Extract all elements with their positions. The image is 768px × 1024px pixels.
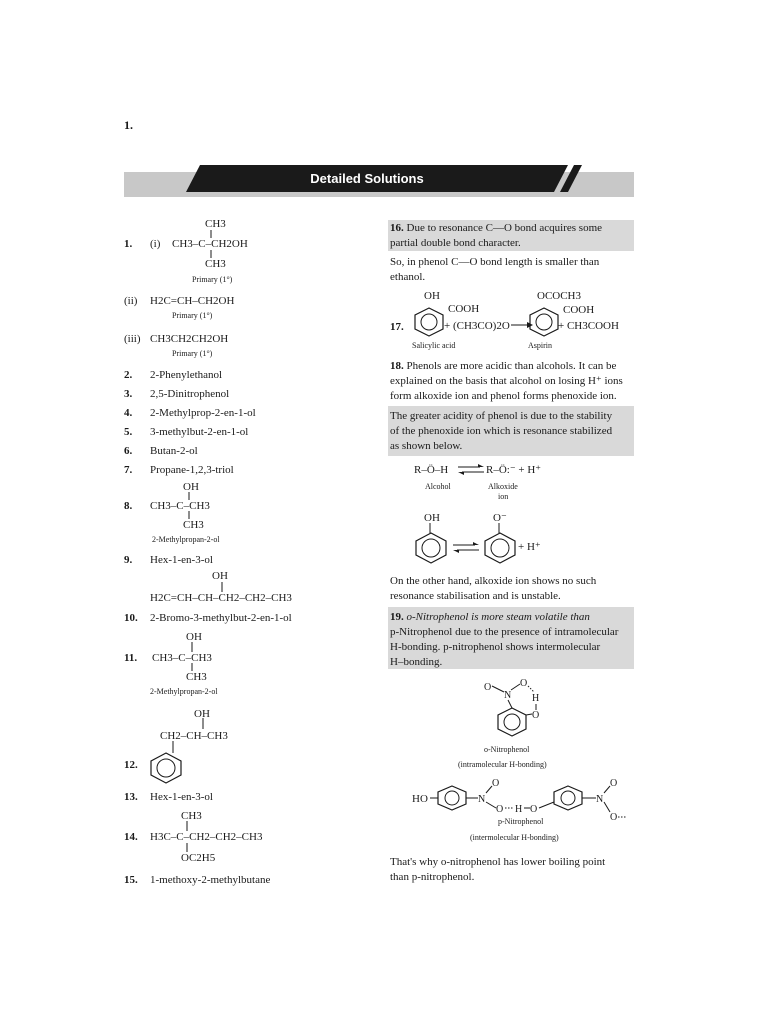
formula-note: Salicylic acid: [412, 341, 456, 350]
banner-title: Detailed Solutions: [310, 171, 424, 186]
solution-text: 2-Bromo-3-methylbut-2-en-1-ol: [150, 612, 292, 624]
solution-number: 13.: [124, 791, 138, 803]
svg-text:O: O: [530, 804, 538, 815]
formula-label: OCOCH3: [537, 290, 582, 302]
page-number: 1.: [124, 118, 133, 132]
formula-bottom: CH3: [183, 519, 204, 531]
formula-label: O⁻: [493, 512, 507, 524]
formula-note: Alkoxide: [488, 482, 518, 491]
formula-label: OH: [424, 290, 440, 302]
formula-top: CH3: [181, 810, 202, 822]
equilibrium-arrow-icon: [453, 541, 479, 555]
solution-text: Butan-2-ol: [150, 445, 198, 457]
formula-note: Aspirin: [528, 341, 552, 350]
paragraph-line: ethanol.: [390, 271, 426, 283]
banner-stripe: [552, 165, 582, 192]
formula-main: CH3CH2CH2OH: [150, 333, 229, 345]
solution-number: 19.: [390, 611, 404, 623]
solution-text: 3-methylbut-2-en-1-ol: [150, 426, 249, 438]
bond-line: [185, 821, 189, 831]
formula-main: + H⁺: [518, 541, 541, 553]
benzene-ring-icon: [482, 531, 518, 565]
solution-number: 2.: [124, 369, 133, 381]
solution-text: 1-methoxy-2-methylbutane: [150, 874, 271, 886]
solution-number: 7.: [124, 464, 133, 476]
structure-label: o-Nitrophenol: [484, 745, 530, 754]
formula-note: 2-Methylpropan-2-ol: [152, 535, 220, 544]
solution-number: 1.: [124, 238, 133, 250]
formula-main: H2C=CH–CH2OH: [150, 295, 235, 307]
solution-number: 16.: [390, 222, 404, 234]
formula-note: Primary (1°): [172, 349, 213, 358]
highlight-text: H–bonding.: [390, 656, 443, 668]
solution-number: 4.: [124, 407, 133, 419]
highlight-text: The greater acidity of phenol is due to the stability: [390, 410, 613, 422]
svg-text:O: O: [520, 678, 528, 689]
highlight-text: [390, 610, 590, 624]
solution-number: 14.: [124, 831, 138, 843]
bond-line: [209, 230, 213, 238]
paragraph-line: form alkoxide ion and phenol forms phenoxide ion.: [390, 390, 617, 402]
formula-note: Alcohol: [425, 482, 451, 491]
benzene-ring-icon: [528, 307, 560, 337]
benzene-ring-icon: [148, 751, 184, 785]
formula-main: H2C=CH–CH–CH2–CH2–CH3: [150, 592, 292, 604]
solution-number: 5.: [124, 426, 133, 438]
paragraph-line: That's why o-nitrophenol has lower boiling point: [390, 856, 606, 868]
svg-text:O: O: [484, 682, 492, 693]
svg-text:O: O: [492, 778, 500, 789]
solution-number: 11.: [124, 652, 138, 664]
solution-number: 15.: [124, 874, 138, 886]
formula-main: + CH3COOH: [558, 320, 619, 332]
formula-main: H3C–C–CH2–CH2–CH3: [150, 831, 263, 843]
sub-label: (i): [150, 238, 161, 250]
svg-text:O: O: [610, 778, 618, 789]
svg-text:H: H: [532, 693, 540, 704]
benzene-ring-icon: [413, 531, 449, 565]
highlight-text: partial double bond character.: [390, 237, 521, 249]
solution-number: 6.: [124, 445, 133, 457]
solution-number: 18.: [390, 360, 404, 372]
svg-text:O: O: [532, 710, 540, 721]
bond-line: [220, 582, 224, 592]
solution-text: 2,5-Dinitrophenol: [150, 388, 230, 400]
structure-label: (intermolecular H-bonding): [470, 833, 559, 842]
formula-note: ion: [498, 492, 509, 501]
formula-bottom: CH3: [186, 671, 207, 683]
solution-text: 2-Phenylethanol: [150, 369, 223, 381]
bond-line: [198, 718, 208, 730]
formula-top: OH: [186, 631, 202, 643]
paragraph-line: So, in phenol C—O bond length is smaller than: [390, 256, 600, 268]
highlight-text: as shown below.: [390, 440, 463, 452]
bond-line: [190, 642, 194, 652]
paragraph-line: [390, 359, 616, 373]
paragraph-line: than p-nitrophenol.: [390, 871, 475, 883]
structure-label: p-Nitrophenol: [498, 817, 544, 826]
solution-text: Hex-1-en-3-ol: [150, 791, 213, 803]
formula-main: CH3–C–CH2OH: [172, 238, 248, 250]
bond-line: [209, 250, 213, 258]
highlight-text: of the phenoxide ion which is resonance stabilized: [390, 425, 613, 437]
formula-top: OH: [194, 708, 210, 720]
bond-line: [185, 843, 189, 852]
solution-text: 2-Methylprop-2-en-1-ol: [150, 407, 256, 419]
formula-label: OH: [424, 512, 440, 524]
highlight-text: p-Nitrophenol due to the presence of intramolecular: [390, 626, 619, 638]
solution-number: 10.: [124, 612, 138, 624]
paragraph-line: explained on the basis that alcohol on losing H⁺ ions: [390, 375, 623, 387]
svg-text:N: N: [478, 794, 486, 805]
formula-top: OH: [212, 570, 228, 582]
svg-text:N: N: [504, 690, 512, 701]
highlight-text: Due to resonance C—O bond acquires some: [406, 222, 603, 234]
formula-main: CH3–C–CH3: [150, 500, 210, 512]
formula-label: COOH: [448, 303, 480, 315]
formula-top: CH3: [205, 218, 226, 230]
equilibrium-arrow-icon: [458, 463, 484, 477]
solution-number: 9.: [124, 554, 133, 566]
formula-label: HO: [412, 793, 428, 805]
solution-number: 17.: [390, 321, 404, 333]
solution-number: 8.: [124, 500, 133, 512]
formula-note: Primary (1°): [192, 275, 233, 284]
svg-text:N: N: [596, 794, 604, 805]
svg-text:H: H: [515, 804, 523, 815]
formula-top: OH: [183, 481, 199, 493]
o-nitrophenol-structure: [482, 676, 552, 746]
formula-main: + (CH3CO)2O: [444, 320, 510, 332]
bond-line: [190, 663, 194, 671]
formula-main: R–Ö:⁻ + H⁺: [486, 464, 542, 476]
formula-main: CH2–CH–CH3: [160, 730, 228, 742]
highlight-text: H-bonding. p-nitrophenol shows intermolecular: [390, 641, 601, 653]
highlight-text-line: o-Nitrophenol is more steam volatile than: [406, 611, 590, 623]
sub-label: (iii): [124, 333, 141, 345]
formula-main: R–Ö–H: [414, 464, 449, 476]
svg-text:O: O: [610, 812, 618, 823]
benzene-ring-icon: [413, 307, 445, 337]
formula-bottom: CH3: [205, 258, 226, 270]
sub-label: (ii): [124, 295, 138, 307]
structure-label: (intramolecular H-bonding): [458, 760, 547, 769]
solution-number: 3.: [124, 388, 133, 400]
svg-text:O: O: [496, 804, 504, 815]
formula-label: COOH: [563, 304, 595, 316]
solution-number: 12.: [124, 759, 138, 771]
formula-main: CH3–C–CH3: [152, 652, 212, 664]
solution-text: Hex-1-en-3-ol: [150, 554, 213, 566]
paragraph-line: resonance stabilisation and is unstable.: [390, 590, 561, 602]
formula-note: Primary (1°): [172, 311, 213, 320]
bond-line: [187, 511, 191, 519]
formula-note: 2-Methylpropan-2-ol: [150, 687, 218, 696]
paragraph-text: Phenols are more acidic than alcohols. It can be: [406, 360, 617, 372]
solution-text: Propane-1,2,3-triol: [150, 464, 234, 476]
paragraph: [390, 221, 634, 236]
formula-bottom: OC2H5: [181, 852, 216, 864]
paragraph-line: On the other hand, alkoxide ion shows no such: [390, 575, 597, 587]
bond-line: [187, 492, 191, 500]
